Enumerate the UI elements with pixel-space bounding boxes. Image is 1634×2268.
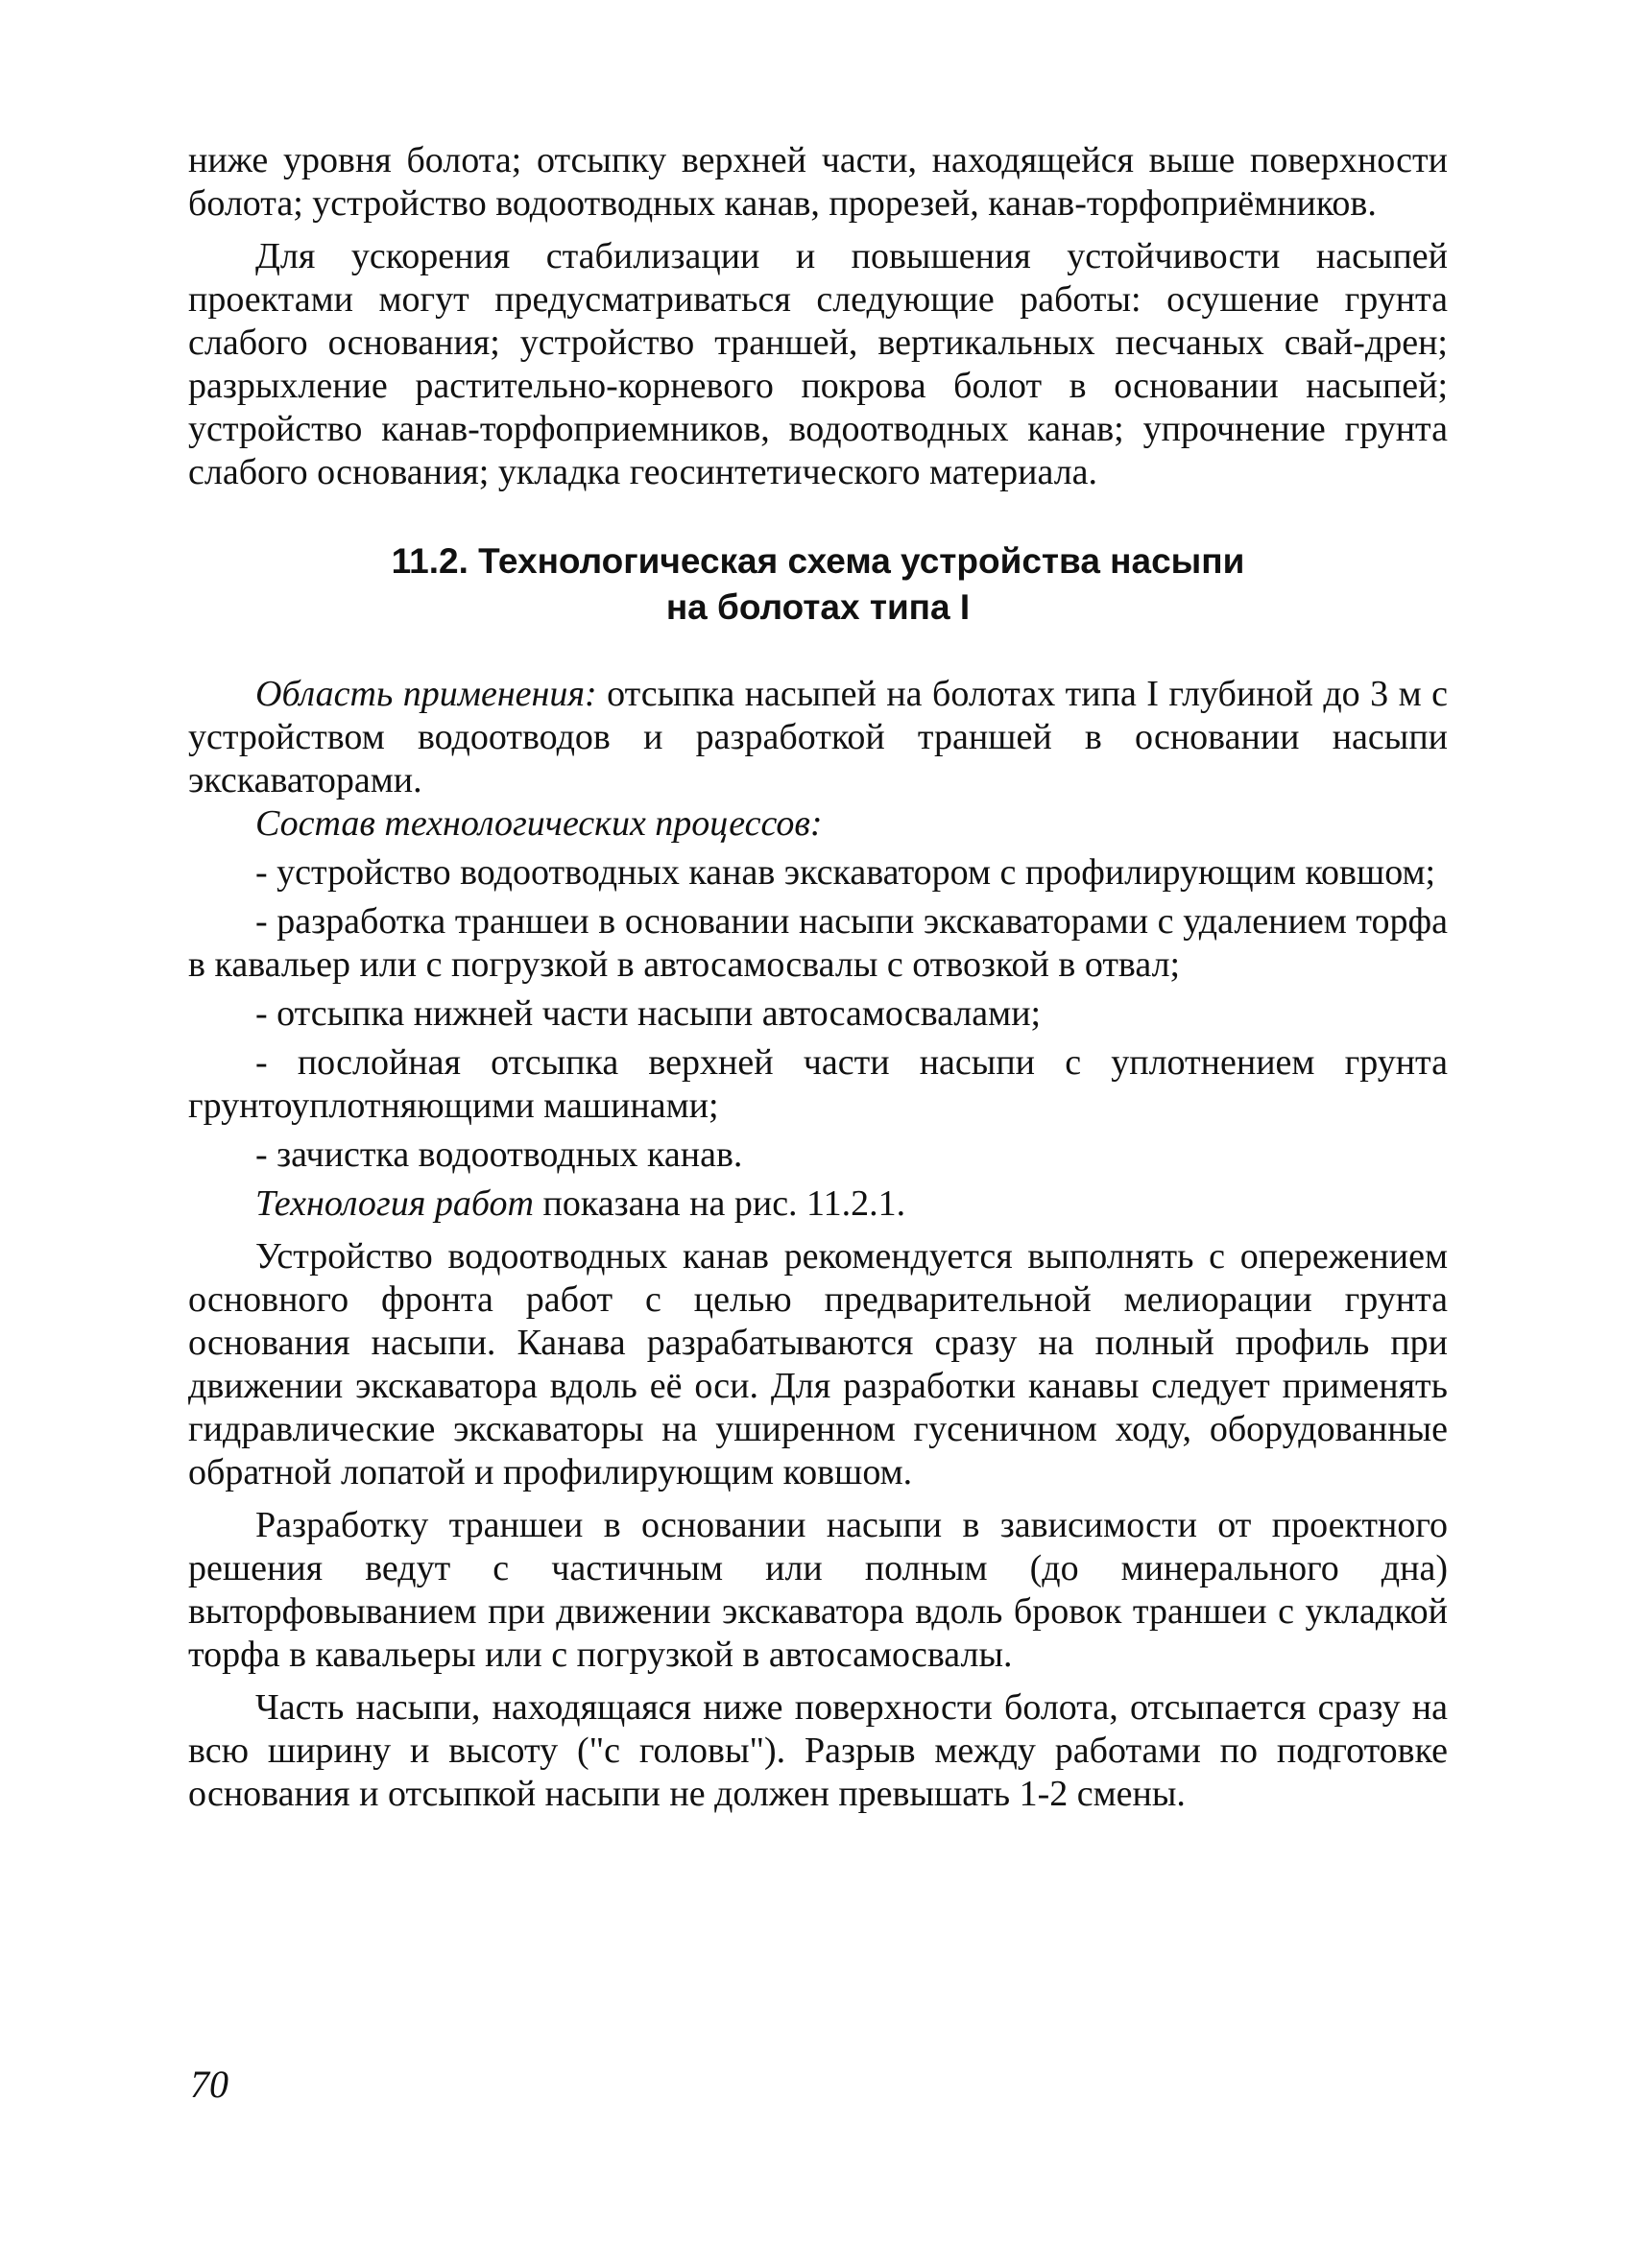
section-heading-line-2: на болотах типа I [665,587,971,627]
body-paragraph: Устройство водоотводных канав рекомендуется выполнять с опережением основного фронта работ с целью предварительной мелиорации грунта основания насыпи. Канава разрабатываются сразу на полный профиль при движении экскаватора вдоль её оси. Для разработки канавы следует применять гидравлические экскаваторы на уширенном гусеничном ходу, оборудованные обратной лопатой и профилирующим ковшом. [188,1236,1448,1492]
list-item: - разработка траншеи в основании насыпи экскаваторами с удалением торфа в кавальер или с погрузкой в автосамосвалы с отвозкой в отвал; [188,901,1448,985]
list-item: - устройство водоотводных канав экскаватором с профилирующим ковшом; [255,852,1436,893]
section-heading [188,538,1448,631]
body-paragraph: Разработку траншеи в основании насыпи в зависимости от проектного решения ведут с частичным или полным (до минерального дна) выторфовыванием при движении экскаватора вдоль бровок траншеи с укладкой торфа в кавальеры или с погрузкой в автосамосвалы. [188,1505,1448,1675]
technology-line [188,1182,1448,1226]
scope-paragraph [188,673,1448,802]
processes-label: Состав технологических процессов: [255,803,823,844]
technology-label: Технология работ [255,1183,534,1224]
list-item: - отсыпка нижней части насыпи автосамосвалами; [255,993,1042,1034]
intro-paragraph: ниже уровня болота; отсыпку верхней части, находящейся выше поверхности болота; устройство водоотводных канав, прорезей, канав-торфоприёмников. [188,140,1448,224]
section-heading-line-1: 11.2. Технологическая схема устройства насыпи [391,541,1245,581]
scope-text: отсыпка насыпей на болотах типа I глубиной до 3 м с устройством водоотводов и разработкой траншей в основании насыпи экскаваторами. [188,674,1448,800]
document-page [188,139,1448,1816]
processes-list [188,851,1448,1177]
list-item: - послойная отсыпка верхней части насыпи с уплотнением грунта грунтоуплотняющими машинами; [188,1042,1448,1126]
list-item: - зачистка водоотводных канав. [255,1134,743,1175]
body-paragraph: Часть насыпи, находящаяся ниже поверхности болота, отсыпается сразу на всю ширину и высоту ("с головы"). Разрыв между работами по подготовке основания и отсыпкой насыпи не должен превышать 1-2 смены. [188,1687,1448,1814]
stabilization-paragraph: Для ускорения стабилизации и повышения устойчивости насыпей проектами могут предусматриваться следующие работы: осушение грунта слабого основания; устройство траншей, вертикальных песчаных свай-дрен; разрыхление растительно-корневого покрова болот в основании насыпей; устройство канав-торфоприемников, водоотводных канав; упрочнение грунта слабого основания; укладка геосинтетического материала. [188,236,1448,492]
technology-text: показана на рис. 11.2.1. [533,1183,906,1224]
page-number: 70 [190,2063,228,2106]
scope-label: Область применения: [255,674,597,714]
